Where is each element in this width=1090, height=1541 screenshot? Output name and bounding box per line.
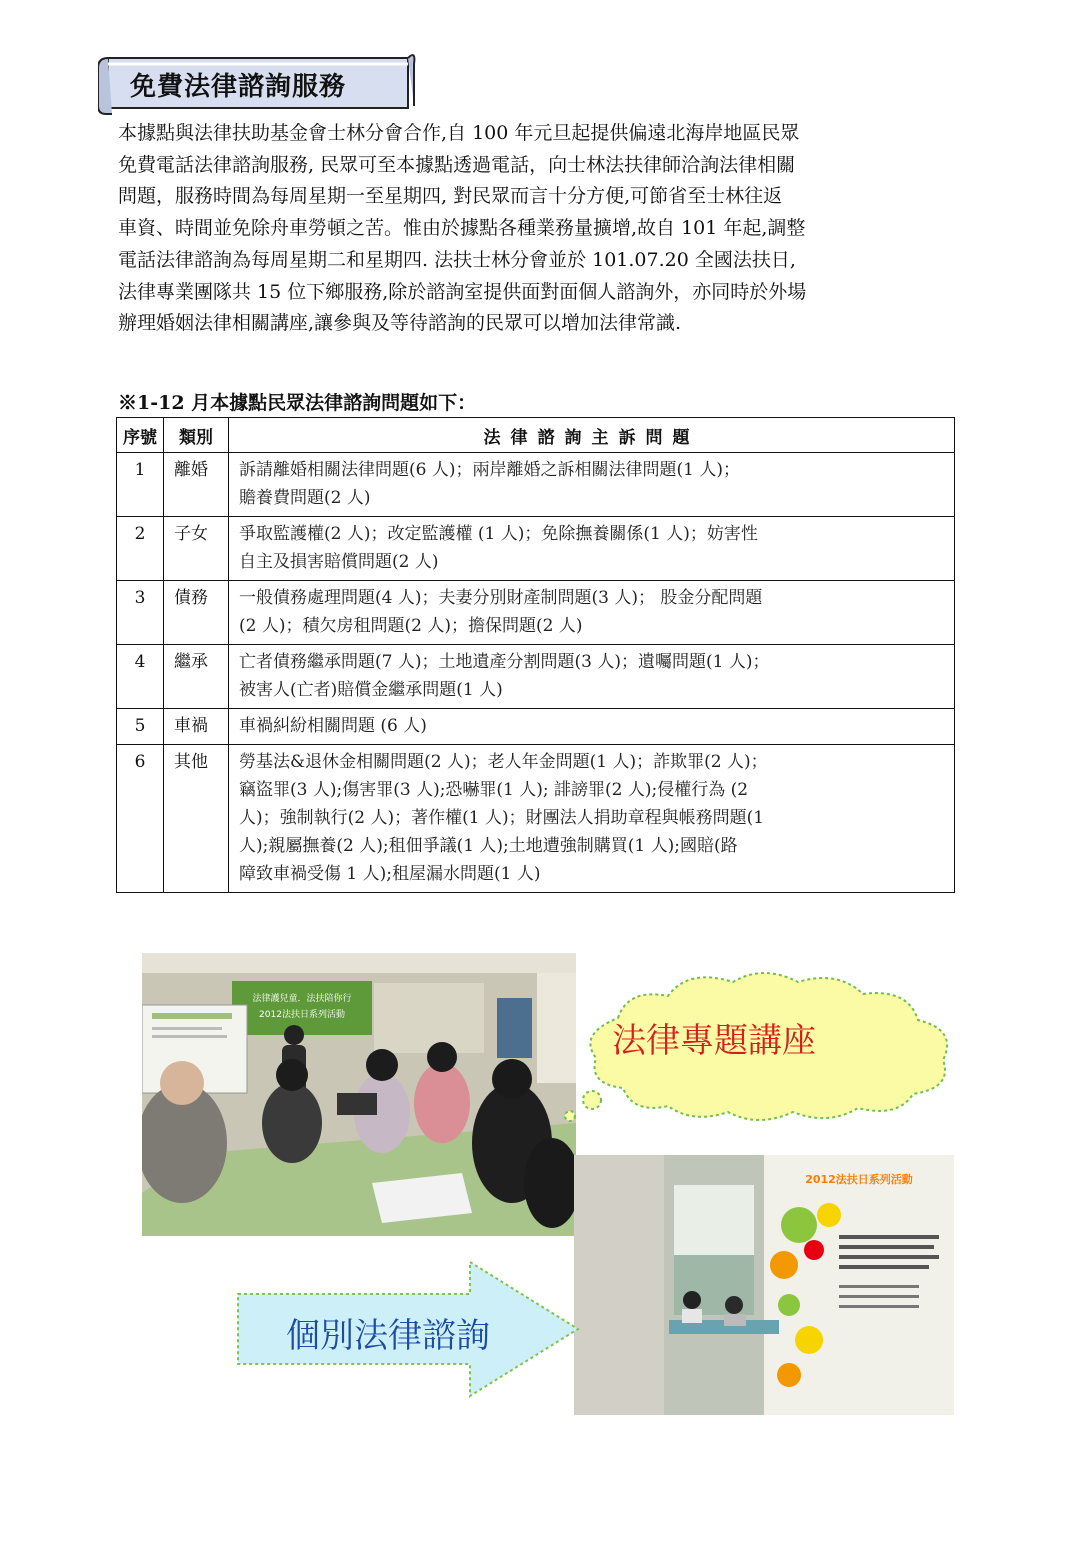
- row-content-line: 訴請離婚相關法律問題(6 人)；兩岸離婚之訴相關法律問題(1 人)；: [239, 460, 740, 480]
- table-row: [117, 517, 955, 581]
- intro-line: 車資、時間並免除舟車勞頓之苦。惟由於據點各種業務量擴增,故自 101 年起,調整: [118, 217, 806, 240]
- poster-title: 2012法扶日系列活動: [805, 1173, 913, 1186]
- row-content-line: 贍養費問題(2 人): [239, 488, 371, 508]
- lecture-caption: 法律專題講座: [612, 1023, 816, 1060]
- row-content-line: 被害人(亡者)賠償金繼承問題(1 人): [239, 680, 503, 700]
- row-content-line: 障致車禍受傷 1 人);租屋漏水問題(1 人): [239, 864, 541, 884]
- row-content: [229, 745, 955, 893]
- table-row: [117, 745, 955, 893]
- row-category: 車禍: [164, 709, 229, 745]
- row-content-line: 勞基法&退休金相關問題(2 人)；老人年金問題(1 人)；詐欺罪(2 人)；: [239, 752, 768, 772]
- lecture-photo: [142, 953, 576, 1236]
- row-content-line: 自主及損害賠償問題(2 人): [239, 552, 439, 572]
- title-banner: [98, 50, 416, 116]
- banner-text-line2: 2012法扶日系列活動: [259, 1010, 345, 1020]
- row-content-line: 竊盜罪(3 人);傷害罪(3 人);恐嚇罪(1 人); 誹謗罪(2 人);侵權行為 (2: [239, 780, 749, 800]
- row-category: 離婚: [164, 453, 229, 517]
- row-content: [229, 453, 955, 517]
- row-content: [229, 581, 955, 645]
- page-title: 免費法律諮詢服務: [130, 72, 347, 102]
- row-content: [229, 709, 955, 745]
- row-number: 6: [117, 745, 164, 893]
- row-number: 1: [117, 453, 164, 517]
- row-content-line: 人);親屬撫養(2 人);租佃爭議(1 人);土地遭強制購買(1 人);國賠(路: [239, 836, 738, 856]
- row-category: 債務: [164, 581, 229, 645]
- table-row: [117, 453, 955, 517]
- table-heading: ※1-12 月本據點民眾法律諮詢問題如下：: [118, 392, 477, 414]
- row-number: 5: [117, 709, 164, 745]
- row-number: 3: [117, 581, 164, 645]
- row-content-line: 亡者債務繼承問題(7 人)；土地遺產分割問題(3 人)；遺囑問題(1 人)；: [239, 652, 770, 672]
- row-content: [229, 517, 955, 581]
- row-number: 2: [117, 517, 164, 581]
- consultation-caption: 個別法律諮詢: [286, 1318, 490, 1355]
- row-category: 子女: [164, 517, 229, 581]
- header-content: 法律諮詢主訴問題: [229, 418, 955, 453]
- row-content-line: 一般債務處理問題(4 人)；夫妻分別財產制問題(3 人)； 股金分配問題: [239, 588, 763, 608]
- row-number: 4: [117, 645, 164, 709]
- row-content-line: 人)；強制執行(2 人)；著作權(1 人)；財團法人捐助章程與帳務問題(1: [239, 808, 765, 828]
- consultation-scene-image: [574, 1155, 954, 1415]
- intro-line: 問題，服務時間為每周星期一至星期四, 對民眾而言十分方便,可節省至士林往返: [118, 185, 783, 208]
- intro-line: 免費電話法律諮詢服務, 民眾可至本據點透過電話，向士林法扶律師洽詢法律相關: [118, 153, 796, 176]
- row-content-line: 車禍糾紛相關問題 (6 人): [239, 716, 427, 736]
- lecture-scene-image: [142, 953, 576, 1236]
- header-number: 序號: [117, 418, 164, 453]
- consultation-table: [116, 417, 955, 893]
- table-row: [117, 645, 955, 709]
- header-category: 類別: [164, 418, 229, 453]
- table-row: [117, 581, 955, 645]
- intro-line: 法律專業團隊共 15 位下鄉服務,除於諮詢室提供面對面個人諮詢外，亦同時於外場: [118, 280, 807, 303]
- banner-text-line1: 法律護兒童．法扶陪你行: [252, 994, 352, 1004]
- intro-line: 電話法律諮詢為每周星期二和星期四. 法扶士林分會並於 101.07.20 全國法扶日,: [118, 248, 796, 271]
- intro-line: 辦理婚姻法律相關講座,讓參與及等待諮詢的民眾可以增加法律常識.: [118, 312, 682, 335]
- intro-line: 本據點與法律扶助基金會士林分會合作,自 100 年元旦起提供偏遠北海岸地區民眾: [118, 122, 800, 144]
- row-category: 繼承: [164, 645, 229, 709]
- row-category: 其他: [164, 745, 229, 893]
- row-content: [229, 645, 955, 709]
- row-content-line: (2 人)；積欠房租問題(2 人)；擔保問題(2 人): [239, 616, 583, 636]
- intro-paragraph: [118, 118, 978, 340]
- consultation-photo: [574, 1155, 954, 1415]
- table-row: [117, 709, 955, 745]
- table-header-row: [117, 418, 955, 453]
- row-content-line: 爭取監護權(2 人)；改定監護權 (1 人)；免除撫養關係(1 人)；妨害性: [239, 524, 758, 544]
